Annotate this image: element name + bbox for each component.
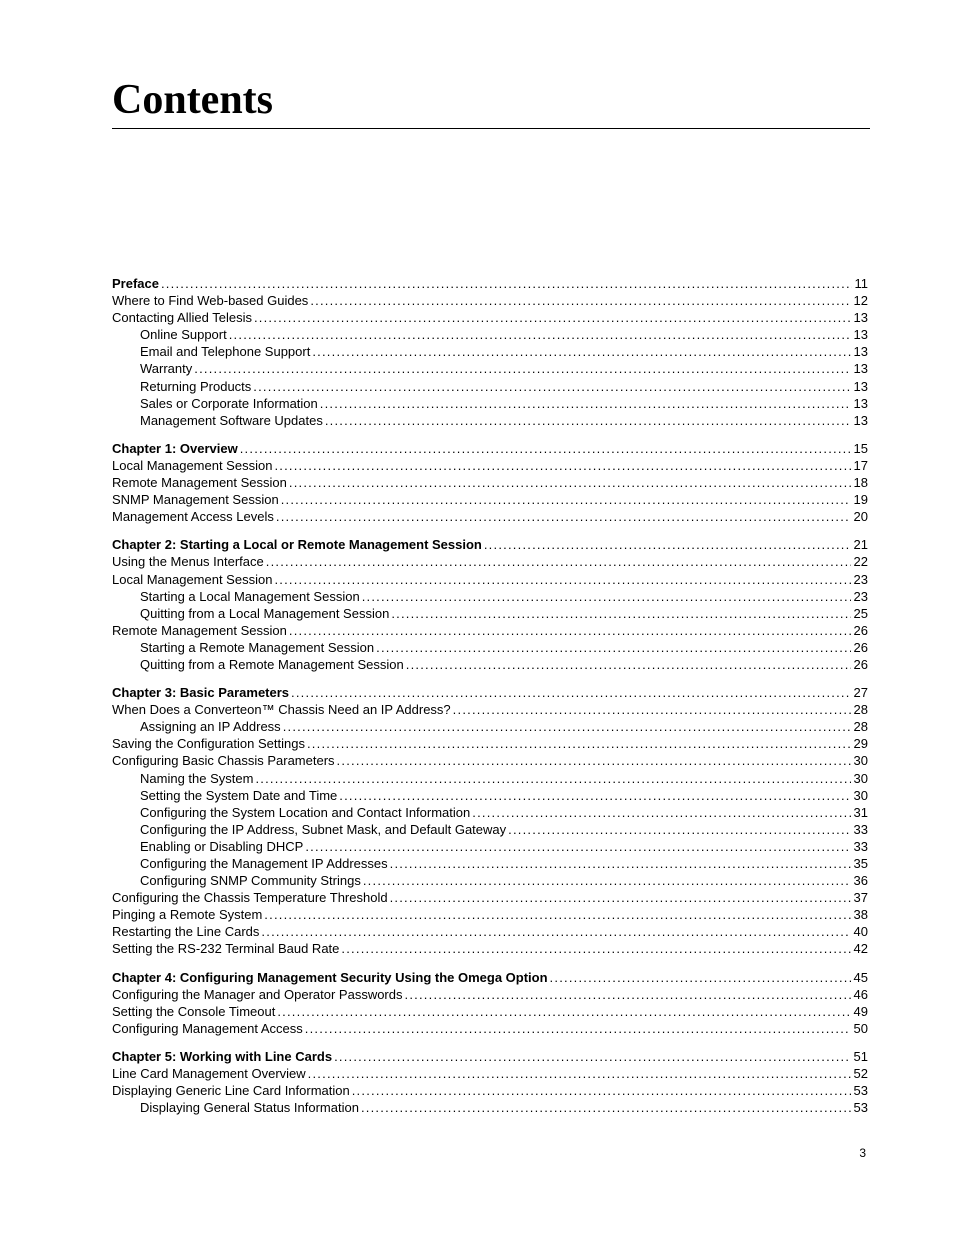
toc-entry-page: 52	[853, 1066, 868, 1082]
toc-entry-label: Starting a Local Management Session	[140, 588, 360, 604]
toc-entry-label: SNMP Management Session	[112, 492, 279, 508]
toc-dot-leader	[253, 379, 850, 394]
toc-entry-page: 53	[853, 1083, 868, 1099]
toc-entry-label: Configuring the Manager and Operator Passwords	[112, 986, 403, 1002]
toc-entry-label: Where to Find Web-based Guides	[112, 293, 309, 309]
toc-subentry[interactable]	[112, 856, 868, 873]
toc-subentry[interactable]	[112, 839, 868, 856]
toc-entry-label: Management Software Updates	[140, 412, 323, 428]
toc-entry-label: Chapter 5: Working with Line Cards	[112, 1048, 333, 1064]
toc-entry-page: 33	[853, 838, 868, 854]
toc-entry-label: Using the Menus Interface	[112, 554, 264, 570]
toc-subentry[interactable]	[112, 640, 868, 657]
toc-entry[interactable]	[112, 509, 868, 526]
toc-entry-label: Returning Products	[140, 378, 252, 394]
toc-dot-leader	[362, 589, 851, 604]
toc-subentry[interactable]	[112, 361, 868, 378]
page-number: 3	[859, 1146, 866, 1160]
toc-dot-leader	[352, 1083, 851, 1098]
toc-entry-label: Warranty	[140, 361, 193, 377]
toc-dot-leader	[261, 924, 850, 939]
toc-entry[interactable]	[112, 1083, 868, 1100]
toc-entry-page: 13	[853, 344, 868, 360]
toc-dot-leader	[312, 344, 850, 359]
toc-dot-leader	[484, 537, 851, 552]
toc-dot-leader	[307, 736, 851, 751]
toc-dot-leader	[266, 554, 851, 569]
toc-dot-leader	[361, 1100, 851, 1115]
toc-dot-leader	[391, 606, 850, 621]
toc-dot-leader	[376, 640, 850, 655]
toc-entry[interactable]	[112, 310, 868, 327]
toc-entry-label: Naming the System	[140, 770, 254, 786]
toc-entry-page: 25	[853, 605, 868, 621]
toc-entry-label: Contacting Allied Telesis	[112, 310, 252, 326]
toc-entry[interactable]	[112, 924, 868, 941]
toc-subentry[interactable]	[112, 1100, 868, 1117]
toc-entry[interactable]	[112, 1066, 868, 1083]
toc-entry-label: Assigning an IP Address	[140, 719, 281, 735]
toc-dot-leader	[325, 413, 851, 428]
table-of-contents	[112, 276, 868, 1117]
toc-entry[interactable]	[112, 1004, 868, 1021]
toc-entry-label: Displaying Generic Line Card Information	[112, 1083, 350, 1099]
toc-entry-label: Displaying General Status Information	[140, 1100, 359, 1116]
toc-entry-label: Chapter 3: Basic Parameters	[112, 685, 290, 701]
toc-entry-label: Remote Management Session	[112, 622, 287, 638]
toc-entry-page: 49	[853, 1003, 868, 1019]
toc-dot-leader	[305, 839, 850, 854]
toc-entry-label: Online Support	[140, 327, 227, 343]
toc-dot-leader	[291, 685, 851, 700]
toc-entry[interactable]	[112, 458, 868, 475]
toc-entry-label: Restarting the Line Cards	[112, 924, 260, 940]
toc-entry-page: 13	[853, 310, 868, 326]
toc-dot-leader	[337, 753, 851, 768]
toc-entry-label: Enabling or Disabling DHCP	[140, 838, 304, 854]
toc-subentry[interactable]	[112, 413, 868, 430]
toc-dot-leader	[264, 907, 850, 922]
toc-entry-page: 27	[853, 685, 868, 701]
toc-subentry[interactable]	[112, 379, 868, 396]
toc-dot-leader	[283, 719, 851, 734]
toc-entry-label: Setting the RS-232 Terminal Baud Rate	[112, 941, 340, 957]
toc-entry-page: 13	[853, 412, 868, 428]
toc-dot-leader	[508, 822, 850, 837]
toc-entry-page: 28	[853, 702, 868, 718]
toc-dot-leader	[308, 1066, 851, 1081]
toc-entry[interactable]	[112, 753, 868, 770]
toc-subentry[interactable]	[112, 657, 868, 674]
toc-entry-page: 46	[853, 986, 868, 1002]
toc-dot-leader	[320, 396, 851, 411]
toc-entry-page: 30	[853, 787, 868, 803]
toc-entry-label: When Does a Converteon™ Chassis Need an IP Address?	[112, 702, 451, 718]
toc-dot-leader	[305, 1021, 851, 1036]
title-divider	[112, 128, 870, 129]
toc-entry[interactable]	[112, 475, 868, 492]
toc-subentry[interactable]	[112, 788, 868, 805]
toc-entry[interactable]	[112, 441, 868, 458]
toc-dot-leader	[453, 702, 851, 717]
toc-entry[interactable]	[112, 537, 868, 554]
toc-entry[interactable]	[112, 702, 868, 719]
toc-entry-page: 17	[853, 457, 868, 473]
toc-entry-label: Pinging a Remote System	[112, 907, 263, 923]
toc-dot-leader	[281, 492, 851, 507]
toc-dot-leader	[550, 970, 851, 985]
toc-entry-label: Preface	[112, 276, 159, 291]
toc-entry-page: 51	[853, 1048, 868, 1064]
toc-entry[interactable]	[112, 276, 868, 293]
toc-entry[interactable]	[112, 293, 868, 310]
toc-entry-label: Line Card Management Overview	[112, 1066, 306, 1082]
toc-entry-page: 30	[853, 753, 868, 769]
toc-dot-leader	[274, 572, 850, 587]
toc-entry[interactable]	[112, 554, 868, 571]
toc-entry-page: 13	[853, 395, 868, 411]
toc-dot-leader	[341, 941, 850, 956]
toc-entry-page: 26	[853, 656, 868, 672]
toc-entry-page: 26	[853, 622, 868, 638]
toc-entry-label: Configuring the IP Address, Subnet Mask, and Default Gateway	[140, 821, 507, 837]
toc-entry-label: Chapter 1: Overview	[112, 440, 238, 456]
toc-entry[interactable]	[112, 987, 868, 1004]
toc-dot-leader	[472, 805, 850, 820]
toc-dot-leader	[255, 771, 850, 786]
toc-entry-label: Remote Management Session	[112, 475, 287, 491]
toc-dot-leader	[390, 856, 851, 871]
toc-entry[interactable]	[112, 736, 868, 753]
toc-entry-label: Setting the System Date and Time	[140, 787, 338, 803]
toc-entry-page: 20	[853, 509, 868, 525]
toc-entry-page: 21	[853, 537, 868, 553]
toc-entry[interactable]	[112, 1049, 868, 1066]
toc-dot-leader	[277, 1004, 850, 1019]
toc-entry[interactable]	[112, 492, 868, 509]
toc-dot-leader	[334, 1049, 850, 1064]
toc-dot-leader	[274, 458, 850, 473]
toc-entry[interactable]	[112, 572, 868, 589]
toc-entry-page: 50	[853, 1020, 868, 1036]
toc-dot-leader	[390, 890, 851, 905]
toc-entry-label: Email and Telephone Support	[140, 344, 311, 360]
toc-entry-label: Management Access Levels	[112, 509, 274, 525]
toc-entry-label: Saving the Configuration Settings	[112, 736, 305, 752]
toc-subentry[interactable]	[112, 327, 868, 344]
toc-subentry[interactable]	[112, 822, 868, 839]
toc-entry-label: Setting the Console Timeout	[112, 1003, 276, 1019]
toc-subentry[interactable]	[112, 589, 868, 606]
toc-entry-page: 28	[853, 719, 868, 735]
toc-entry-page: 13	[853, 378, 868, 394]
toc-dot-leader	[363, 873, 851, 888]
toc-entry-page: 29	[853, 736, 868, 752]
toc-entry-label: Chapter 2: Starting a Local or Remote Management Session	[112, 537, 482, 553]
toc-dot-leader	[406, 657, 851, 672]
toc-entry-page: 38	[853, 907, 868, 923]
toc-entry[interactable]	[112, 970, 868, 987]
toc-subentry[interactable]	[112, 771, 868, 788]
toc-entry-page: 42	[853, 941, 868, 957]
toc-entry-label: Configuring the System Location and Contact Information	[140, 804, 471, 820]
toc-entry-page: 36	[853, 873, 868, 889]
toc-entry-page: 31	[853, 804, 868, 820]
toc-entry-page: 37	[853, 890, 868, 906]
toc-dot-leader	[405, 987, 851, 1002]
toc-dot-leader	[229, 327, 851, 342]
toc-subentry[interactable]	[112, 396, 868, 413]
toc-entry-label: Configuring Management Access	[112, 1020, 303, 1036]
toc-entry-label: Quitting from a Remote Management Session	[140, 656, 404, 672]
toc-entry-page: 33	[853, 821, 868, 837]
toc-subentry[interactable]	[112, 805, 868, 822]
toc-entry-page: 12	[853, 293, 868, 309]
toc-dot-leader	[339, 788, 850, 803]
toc-entry-page: 15	[853, 440, 868, 456]
toc-entry-label: Configuring the Management IP Addresses	[140, 856, 388, 871]
toc-entry[interactable]	[112, 907, 868, 924]
toc-entry-label: Starting a Remote Management Session	[140, 639, 375, 655]
toc-entry-label: Local Management Session	[112, 457, 273, 473]
toc-entry-label: Local Management Session	[112, 571, 273, 587]
toc-entry-page: 53	[853, 1100, 868, 1116]
toc-entry-page: 22	[853, 554, 868, 570]
toc-entry[interactable]	[112, 941, 868, 958]
toc-dot-leader	[161, 276, 852, 291]
toc-subentry[interactable]	[112, 606, 868, 623]
toc-entry-page: 13	[853, 361, 868, 377]
toc-entry[interactable]	[112, 890, 868, 907]
toc-dot-leader	[194, 361, 850, 376]
toc-entry-label: Sales or Corporate Information	[140, 395, 318, 411]
toc-entry-page: 23	[853, 588, 868, 604]
toc-entry-page: 30	[853, 770, 868, 786]
toc-entry-label: Configuring Basic Chassis Parameters	[112, 753, 335, 769]
toc-entry-page: 13	[853, 327, 868, 343]
page-title: Contents	[112, 77, 274, 123]
toc-entry-label: Quitting from a Local Management Session	[140, 605, 390, 621]
toc-subentry[interactable]	[112, 873, 868, 890]
toc-entry-page: 18	[853, 475, 868, 491]
toc-entry-page: 35	[853, 856, 868, 871]
toc-dot-leader	[289, 475, 851, 490]
toc-dot-leader	[240, 441, 851, 456]
toc-dot-leader	[310, 293, 850, 308]
toc-entry[interactable]	[112, 685, 868, 702]
toc-entry-page: 23	[853, 571, 868, 587]
toc-dot-leader	[289, 623, 851, 638]
toc-subentry[interactable]	[112, 719, 868, 736]
toc-entry-page: 26	[853, 639, 868, 655]
toc-entry-page: 45	[853, 969, 868, 985]
toc-dot-leader	[276, 509, 851, 524]
toc-entry-label: Configuring the Chassis Temperature Threshold	[112, 890, 388, 906]
toc-entry[interactable]	[112, 623, 868, 640]
toc-subentry[interactable]	[112, 344, 868, 361]
toc-entry-page: 40	[853, 924, 868, 940]
toc-entry[interactable]	[112, 1021, 868, 1038]
toc-entry-page: 11	[854, 276, 868, 291]
toc-entry-label: Configuring SNMP Community Strings	[140, 873, 361, 889]
toc-entry-page: 19	[853, 492, 868, 508]
toc-entry-label: Chapter 4: Configuring Management Security Using the Omega Option	[112, 969, 548, 985]
toc-dot-leader	[254, 310, 851, 325]
